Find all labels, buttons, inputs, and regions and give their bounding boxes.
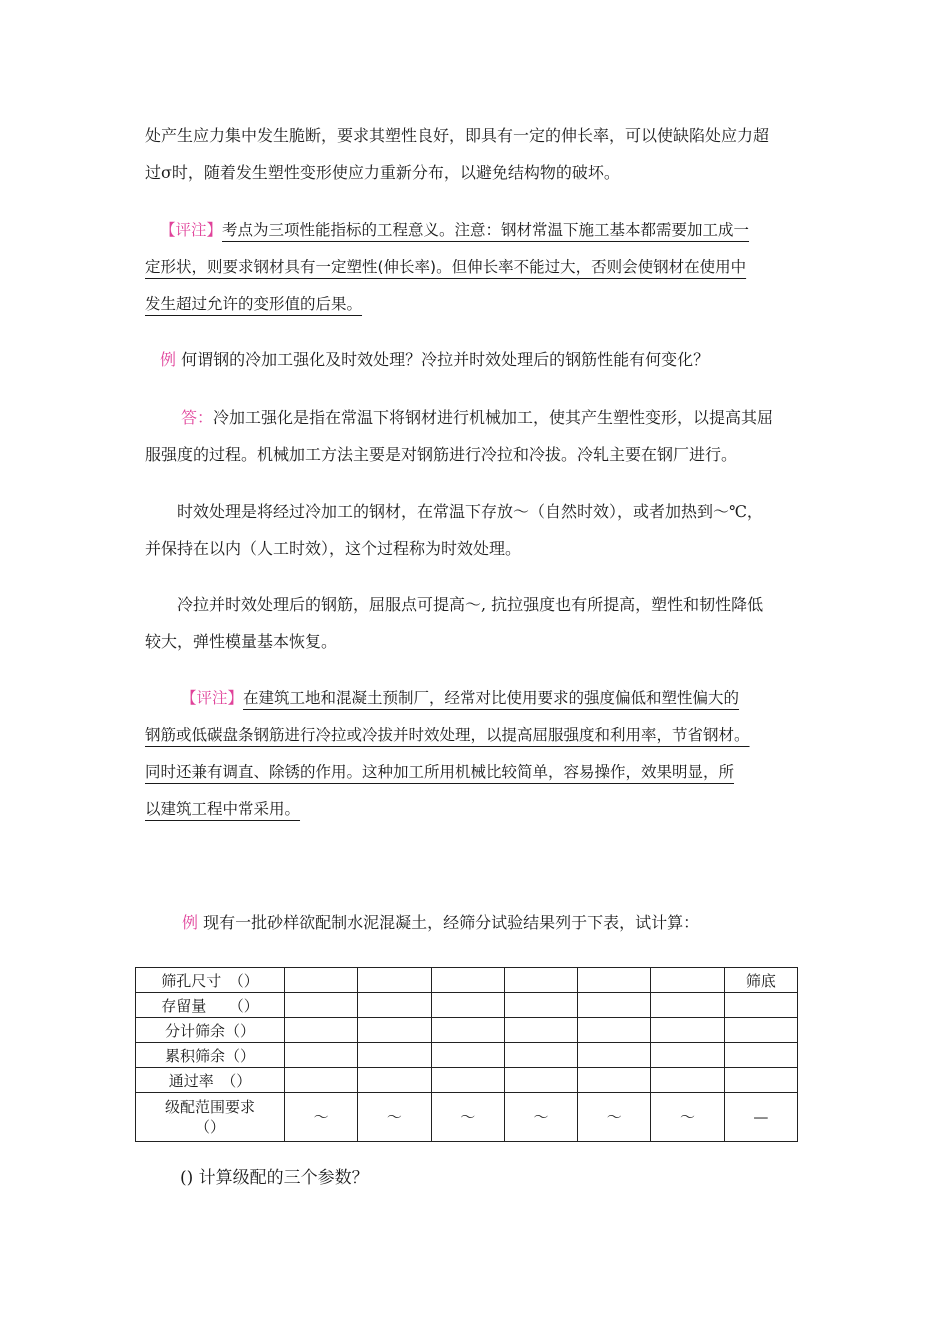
table-cell (431, 968, 504, 993)
table-cell (358, 1068, 431, 1093)
note-text: 发生超过允许的变形值的后果。 (145, 295, 363, 313)
table-cell: ～ (504, 1093, 577, 1142)
table-cell (724, 1043, 797, 1068)
row-label: 分计筛余（） (136, 1018, 285, 1043)
answer-text: 冷加工强化是指在常温下将钢材进行机械加工，使其产生塑性变形，以提高其屈 (213, 408, 774, 427)
table-cell (578, 968, 651, 993)
row-label-line: （） (194, 1118, 225, 1136)
table-row (136, 1043, 798, 1068)
paragraph-aging (145, 493, 810, 567)
note-text: 考点为三项性能指标的工程意义。注意：钢材常温下施工基本都需要加工成一 (222, 221, 750, 239)
table-cell (724, 993, 797, 1018)
table-cell (504, 1018, 577, 1043)
table-cell (504, 1043, 577, 1068)
table-cell (578, 1068, 651, 1093)
example-text: 现有一批砂样欲配制水泥混凝土，经筛分试验结果列于下表，试计算： (203, 913, 700, 932)
table-cell: — (724, 1093, 797, 1142)
table-row (136, 993, 798, 1018)
note-text: 在建筑工地和混凝土预制厂，经常对比使用要求的强度偏低和塑性偏大的 (243, 689, 740, 707)
row-label: 累积筛余（） (136, 1043, 285, 1068)
table-cell: ～ (285, 1093, 358, 1142)
answer-tag: 答： (181, 408, 214, 427)
table-cell: 筛底 (724, 968, 797, 993)
paragraph-properties (145, 586, 810, 660)
table-cell (504, 1068, 577, 1093)
table-cell (285, 1068, 358, 1093)
note-text: 定形状，则要求钢材具有一定塑性(伸长率)。但伸长率不能过大，否则会使钢材在使用中 (145, 258, 747, 276)
table-cell (285, 1043, 358, 1068)
table-cell (431, 1018, 504, 1043)
table-cell: ～ (358, 1093, 431, 1142)
table-cell (651, 968, 724, 993)
text-line: 服强度的过程。机械加工方法主要是对钢筋进行冷拉和冷拔。冷轧主要在钢厂进行。 (145, 445, 738, 464)
commentary-note-1 (145, 212, 810, 323)
table-cell (285, 1018, 358, 1043)
sieve-analysis-table (135, 967, 798, 1142)
table-cell (578, 993, 651, 1018)
table-cell (578, 1018, 651, 1043)
table-row (136, 1093, 798, 1142)
table-cell: ～ (651, 1093, 724, 1142)
row-label: 筛孔尺寸 （） (136, 968, 285, 993)
table-cell (651, 1043, 724, 1068)
row-label: 存留量 （） (136, 993, 285, 1018)
table-cell (504, 993, 577, 1018)
table-row (136, 1068, 798, 1093)
table-cell (651, 993, 724, 1018)
text-line: 过σ时，随着发生塑性变形使应力重新分布，以避免结构物的破坏。 (145, 163, 620, 182)
table-cell: ～ (578, 1093, 651, 1142)
table-cell: ～ (431, 1093, 504, 1142)
note-tag: 【评注】 (181, 689, 244, 707)
table-cell (724, 1068, 797, 1093)
table-cell (358, 968, 431, 993)
example-tag: 例 (160, 350, 177, 369)
table-cell (285, 968, 358, 993)
table-cell (578, 1043, 651, 1068)
text-line: 并保持在以内（人工时效），这个过程称为时效处理。 (145, 539, 522, 558)
table-cell (504, 968, 577, 993)
table-row (136, 1018, 798, 1043)
text-line: 较大，弹性模量基本恢复。 (145, 632, 338, 651)
row-label (136, 1093, 285, 1142)
table-cell (358, 993, 431, 1018)
example-question-2 (182, 904, 847, 941)
note-text: 以建筑工程中常采用。 (145, 800, 301, 818)
text-line: 冷拉并时效处理后的钢筋，屈服点可提高～, 抗拉强度也有所提高，塑性和韧性降低 (177, 595, 764, 614)
note-text: 同时还兼有调直、除锈的作用。这种加工所用机械比较简单，容易操作，效果明显，所 (145, 763, 735, 781)
question-item: () 计算级配的三个参数？ (180, 1168, 369, 1188)
example-question-1 (160, 341, 825, 378)
commentary-note-2 (145, 680, 815, 828)
example-tag: 例 (182, 913, 199, 932)
table-cell (358, 1018, 431, 1043)
paragraph-ductility (145, 117, 810, 191)
table-cell (285, 993, 358, 1018)
table-cell (431, 1068, 504, 1093)
row-label: 通过率 （） (136, 1068, 285, 1093)
table-cell (431, 1043, 504, 1068)
note-tag: 【评注】 (160, 221, 223, 239)
table-cell (651, 1018, 724, 1043)
table-cell (358, 1043, 431, 1068)
text-line: 时效处理是将经过冷加工的钢材，在常温下存放～（自然时效），或者加热到～℃， (177, 502, 763, 521)
note-text: 钢筋或低碳盘条钢筋进行冷拉或冷拔并时效处理，以提高屈服强度和利用率，节省钢材。 (145, 726, 750, 744)
table-cell (431, 993, 504, 1018)
table-row (136, 968, 798, 993)
row-label-line: 级配范围要求 (164, 1098, 255, 1116)
answer-paragraph (145, 399, 810, 473)
text-line: 处产生应力集中发生脆断，要求其塑性良好，即具有一定的伸长率，可以使缺陷处应力超 (145, 126, 770, 145)
table-cell (651, 1068, 724, 1093)
example-text: 何谓钢的冷加工强化及时效处理？冷拉并时效处理后的钢筋性能有何变化？ (181, 350, 710, 369)
table-cell (724, 1018, 797, 1043)
